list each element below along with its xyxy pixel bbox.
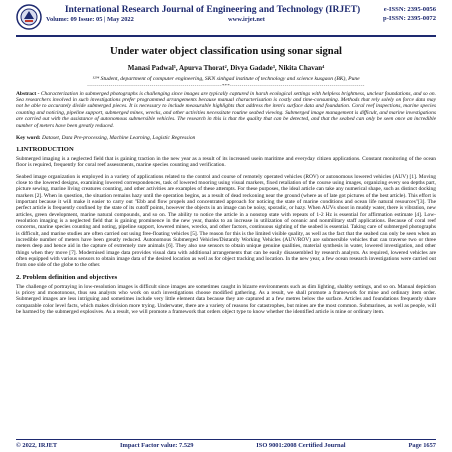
impact-factor: Impact Factor value: 7.529 (120, 442, 194, 449)
journal-website[interactable]: www.irjet.net (227, 16, 265, 23)
abstract (16, 91, 436, 129)
keywords (16, 135, 436, 141)
copyright: © 2022, IRJET (16, 442, 58, 449)
e-issn: e-ISSN: 2395-0056 (383, 6, 436, 13)
page-footer (16, 439, 436, 449)
paper-title: Under water object classification using sonar signal (110, 46, 342, 57)
keywords-text: Dataset, Data Pre-processing, Machine Learning, Logistic Regression (40, 134, 196, 141)
header-rule (16, 35, 436, 37)
volume-issue: Volume: 09 Issue: 05 | May 2022 (46, 16, 134, 23)
issn-block (383, 4, 436, 23)
paragraph: The challenge of portraying in low-resolution images is difficult since images are sometimes caught in bizarre environments such as dim lighting, shabby settings, and so on. Manual depiction is pricey and monotonous, thus sea analysts who work on such investigations choose modified gathering. As a result, we shall promote a framework for mine and ordinary item order. Submerged images are less intriguing and sometimes include very little element data because they are captured at a few metres below the surface. Articles and foundations frequently share comparable color level facts, which makes division more trying. Underwater, there are a variety of reasons for catastrophes, but mines are the most common. Submarines, as well as people, will be harmed by the submerged explosives. As a result, we will promote a framework that orders object type to know whether the identified article is mine or ordinary item. (16, 283, 436, 316)
paragraph: Submerged imaging is a neglected field that is gaining traction in the new year as a result of its increased usein maritime and everyday citizen applications. Constant monitoring of the ocean floor is required, frequently for coral reef assessments, marine species counting and verification. (16, 155, 436, 169)
author-list: Manasi Padwal¹, Apurva Thorat², Divya Gadade³, Nikita Chavan⁴ (127, 64, 325, 72)
p-issn: p-ISSN: 2395-0072 (383, 15, 436, 22)
journal-name: International Research Journal of Engineering and Technology (IRJET) (64, 4, 361, 15)
affiliation: ¹²³⁴ Student, department of computer engineering, SKN sinhgad institute of technology and science kusgaon (BK), Pune (92, 76, 360, 82)
paragraph: Seabed image organization is employed in a variety of applications related to the control and course of remotely operated vehicles (ROV) or autonomous lowered vehicles (AUV) [1]. Moving close to the lowered designs, examining lowered correspondences, task of lowered mooring using visual markers, fixed retaliation of the course using images, organizing every sea depths part, picture sewing, marine living creatures counting, and other activities are examples of these attempts. For these purposes, the ideal article can take any numerical shape, such as distinct docking markers [2]. When in question, the situation remains hazy until the operation begins, as a result of dead reckoning near the ground (where as of late got pictures of the best article). This effort is important because it will make it easier to carry out "Ebb and flow propels and concentrated approach for noticing the state of marine conditions and ocean life natural resources"[3]. The perfect article is frequently confined by the state of its cutoff points, however the objects in an image can be noisy, sporadic, or hazy. When AUVs shoot in muddy water, there is vibration, new articles, green development, marine natural compounds, and so on. The ability to notice the article in a nonstop state with repeats of 1-2 Hz is essential for affirmation estimate [4]. Low-resolution imaging is a neglected field that is gaining prominence in the new year, thanks to an increase in utilization of oceanic and nonmilitary staff applications. Because of coral reef concerns, marine species counting and noting, pipeline support, lowered mines, wrecks, and other factors, continuous sighting of the seabed is essential. Taking care of submerged photographs is difficult, and marine studies are often carried out using free-floating vehicles [5]. The reason for this is the limited visible quality, as well as the fact that the seabed can only be seen when an incredible number of meters have been greatly reduced. Autonomous Submerged Vehicles/Distantly Working Vehicles (AUV/ROV) are submersible vehicles that can traverse two or three meters deep and hence aid in the capture of extremely rare animals [6]. They also use sensors to obtain unique genuine qualities, material synthesis in water, lowered investigation, and other things when they move [7]. Modernised image data provides visual data with additional arrangements that can be easily disassembled by research analysts. As required, lowered vehicles are often equipped with various sensors to obtain image data of the desired location as well as for object tracking and location. In the new year, a few ocean research investigations were carried out from one side of the globe to the other. (16, 173, 436, 269)
keywords-label: Key word: (16, 134, 41, 141)
abstract-label: Abstract - (16, 90, 40, 97)
page-number: Page 1657 (408, 442, 436, 449)
abstract-text: Characterization in submerged photographs is challenging since images are typically captured in harsh ecological settings with helpless brightness, unclear foundations, and so on. Sea researchers involved in such investigations prefer programmed arrangements because manual characterisation is costly and time-consuming. Methods that rely solely on force data may not be able to accurately divide submerged pieces. It is necessary to include measurable highlights that address the item's surface data and foundation. Coral reef inspections, marine species counting and noticing, pipeline support, submerged mines, wrecks, and other activities necessitate routine seabed viewing. Submerged image management is difficult, and marine investigations are carried out with the assistance of autonomous submersible vehicles. The research in this is that the quality that can be detected, and that the seabed can only be seen once an incredible number of meters have been greatly reduced. (16, 90, 436, 129)
irjet-logo-icon (16, 4, 42, 30)
section-heading-problem-definition: 2. Problem definition and objectives (16, 273, 118, 281)
separator-line: ---------------------------------------------------------------------***--------------------------------------------------------------------- (87, 83, 365, 89)
section-heading-introduction: 1.INTRODUCTION (16, 145, 74, 153)
iso-certification: ISO 9001:2008 Certified Journal (256, 442, 346, 449)
journal-header (16, 4, 436, 34)
